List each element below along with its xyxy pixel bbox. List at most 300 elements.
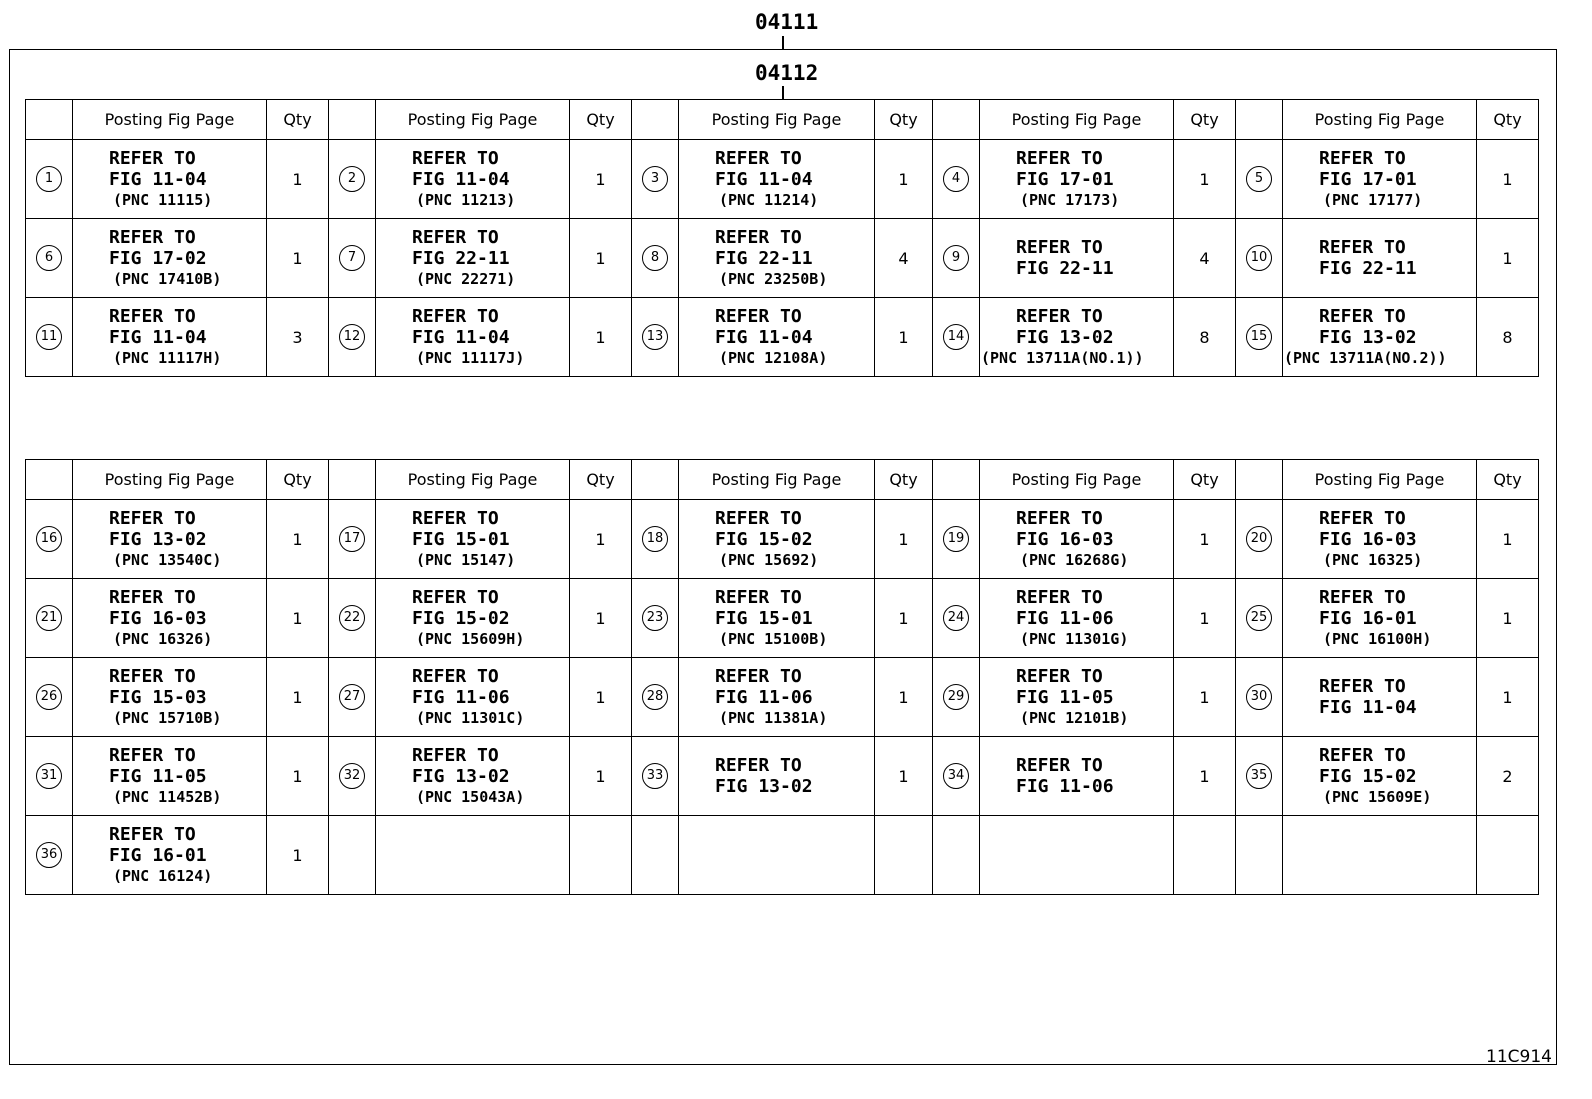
callout-cell (933, 737, 980, 816)
reference-cell (376, 579, 570, 658)
header-page: Posting Fig Page (73, 460, 267, 500)
fig-page-text: FIG 11-06 (715, 686, 813, 708)
fig-page-text: FIG 11-04 (412, 168, 510, 190)
fig-page-text: FIG 11-06 (1016, 776, 1114, 797)
qty-cell (875, 816, 933, 895)
assembly-label-04112: 04112 (755, 61, 819, 85)
callout-number: 6 (36, 245, 62, 271)
pnc-text: (PNC 16268G) (1020, 550, 1129, 569)
qty-cell: 1 (1477, 579, 1539, 658)
callout-cell (26, 500, 73, 579)
reference-cell (679, 140, 875, 219)
qty-cell: 1 (1477, 219, 1539, 298)
callout-cell (1236, 737, 1283, 816)
pnc-text: (PNC 16326) (113, 629, 213, 648)
figure-id: 11C914 (1486, 1047, 1552, 1067)
reference-cell (679, 219, 875, 298)
pnc-text: (PNC 13711A(NO.2)) (1284, 348, 1447, 367)
fig-page-text: FIG 11-06 (412, 686, 510, 708)
callout-number: 17 (339, 526, 365, 552)
pnc-text: (PNC 11117J) (416, 348, 525, 367)
callout-number: 25 (1246, 605, 1272, 631)
reference-cell (1283, 816, 1477, 895)
qty-cell: 1 (570, 737, 632, 816)
header-qty: Qty (267, 460, 329, 500)
callout-number: 5 (1246, 166, 1272, 192)
header-blank-cell (933, 100, 980, 140)
fig-page-text: FIG 15-02 (715, 528, 813, 550)
refer-to-text: REFER TO (412, 147, 499, 169)
refer-to-text: REFER TO (109, 226, 196, 248)
pnc-text: (PNC 11381A) (719, 708, 828, 727)
fig-page-text: FIG 17-02 (109, 247, 207, 269)
refer-to-text: REFER TO (715, 665, 802, 687)
fig-page-text: FIG 22-11 (412, 247, 510, 269)
reference-cell (73, 579, 267, 658)
reference-cell (376, 219, 570, 298)
refer-to-text: REFER TO (1319, 676, 1406, 697)
callout-cell (933, 816, 980, 895)
pnc-text: (PNC 11301C) (416, 708, 525, 727)
pnc-text: (PNC 13540C) (113, 550, 222, 569)
qty-cell: 1 (1174, 737, 1236, 816)
fig-page-text: FIG 22-11 (715, 247, 813, 269)
reference-cell (679, 298, 875, 377)
callout-number: 31 (36, 763, 62, 789)
qty-cell: 1 (267, 140, 329, 219)
refer-to-text: REFER TO (412, 586, 499, 608)
refer-to-text: REFER TO (412, 226, 499, 248)
pnc-text: (PNC 13711A(NO.1)) (981, 348, 1144, 367)
callout-cell (26, 219, 73, 298)
refer-to-text: REFER TO (1016, 147, 1103, 169)
refer-to-text: REFER TO (715, 147, 802, 169)
refer-to-text: REFER TO (412, 744, 499, 766)
fig-page-text: FIG 13-02 (412, 765, 510, 787)
pnc-text: (PNC 16100H) (1323, 629, 1432, 648)
reference-cell (980, 298, 1174, 377)
qty-cell: 1 (570, 658, 632, 737)
pnc-text: (PNC 11117H) (113, 348, 222, 367)
callout-cell (26, 298, 73, 377)
callout-number: 34 (943, 763, 969, 789)
table-row (26, 816, 1539, 895)
pnc-text: (PNC 11301G) (1020, 629, 1129, 648)
qty-cell: 1 (1477, 500, 1539, 579)
fig-page-text: FIG 16-03 (109, 607, 207, 629)
reference-table-1 (25, 99, 1539, 377)
qty-cell: 1 (875, 298, 933, 377)
qty-cell: 3 (267, 298, 329, 377)
reference-cell (980, 140, 1174, 219)
pnc-text: (PNC 15609E) (1323, 787, 1432, 806)
refer-to-text: REFER TO (1319, 305, 1406, 327)
reference-cell (1283, 737, 1477, 816)
callout-cell (26, 658, 73, 737)
fig-page-text: FIG 11-04 (1319, 697, 1417, 718)
header-qty: Qty (1477, 460, 1539, 500)
qty-cell: 1 (267, 816, 329, 895)
pnc-text: (PNC 11213) (416, 190, 516, 209)
header-blank-cell (329, 100, 376, 140)
callout-number: 36 (36, 842, 62, 868)
header-page: Posting Fig Page (1283, 460, 1477, 500)
fig-page-text: FIG 11-04 (109, 168, 207, 190)
callout-number: 20 (1246, 526, 1272, 552)
reference-cell (980, 500, 1174, 579)
fig-page-text: FIG 11-04 (715, 168, 813, 190)
qty-cell: 1 (267, 219, 329, 298)
callout-cell (329, 140, 376, 219)
pnc-text: (PNC 17173) (1020, 190, 1120, 209)
pnc-text: (PNC 12101B) (1020, 708, 1129, 727)
leader-line-04112 (782, 86, 784, 99)
callout-cell (329, 579, 376, 658)
header-page: Posting Fig Page (376, 100, 570, 140)
pnc-text: (PNC 17410B) (113, 269, 222, 288)
callout-number: 7 (339, 245, 365, 271)
callout-cell (1236, 816, 1283, 895)
callout-number: 26 (36, 684, 62, 710)
pnc-text: (PNC 22271) (416, 269, 516, 288)
callout-number: 19 (943, 526, 969, 552)
header-qty: Qty (570, 100, 632, 140)
callout-cell (933, 298, 980, 377)
qty-cell: 4 (1174, 219, 1236, 298)
callout-cell (933, 500, 980, 579)
fig-page-text: FIG 13-02 (1319, 326, 1417, 348)
fig-page-text: FIG 16-03 (1319, 528, 1417, 550)
callout-number: 9 (943, 245, 969, 271)
qty-cell: 1 (267, 737, 329, 816)
reference-cell (980, 737, 1174, 816)
reference-cell (980, 579, 1174, 658)
refer-to-text: REFER TO (1016, 755, 1103, 776)
qty-cell: 1 (1174, 500, 1236, 579)
qty-cell: 1 (570, 140, 632, 219)
callout-number: 18 (642, 526, 668, 552)
header-qty: Qty (875, 460, 933, 500)
table-row (26, 140, 1539, 219)
reference-cell (376, 298, 570, 377)
refer-to-text: REFER TO (715, 755, 802, 776)
fig-page-text: FIG 15-02 (1319, 765, 1417, 787)
refer-to-text: REFER TO (1016, 237, 1103, 258)
qty-cell: 1 (875, 140, 933, 219)
callout-number: 30 (1246, 684, 1272, 710)
reference-cell (1283, 579, 1477, 658)
pnc-text: (PNC 11452B) (113, 787, 222, 806)
reference-cell (73, 658, 267, 737)
reference-cell (679, 579, 875, 658)
fig-page-text: FIG 17-01 (1016, 168, 1114, 190)
callout-cell (1236, 298, 1283, 377)
table-row (26, 658, 1539, 737)
callout-number: 11 (36, 324, 62, 350)
pnc-text: (PNC 15692) (719, 550, 819, 569)
header-blank-cell (26, 460, 73, 500)
qty-cell: 1 (267, 579, 329, 658)
callout-cell (1236, 658, 1283, 737)
refer-to-text: REFER TO (715, 305, 802, 327)
reference-cell (376, 816, 570, 895)
fig-page-text: FIG 15-03 (109, 686, 207, 708)
callout-cell (329, 500, 376, 579)
pnc-text: (PNC 12108A) (719, 348, 828, 367)
callout-cell (1236, 219, 1283, 298)
reference-cell (679, 816, 875, 895)
header-page: Posting Fig Page (679, 100, 875, 140)
qty-cell: 8 (1174, 298, 1236, 377)
reference-cell (1283, 219, 1477, 298)
callout-cell (26, 737, 73, 816)
refer-to-text: REFER TO (1319, 147, 1406, 169)
reference-cell (376, 737, 570, 816)
pnc-text: (PNC 15147) (416, 550, 516, 569)
pnc-text: (PNC 16325) (1323, 550, 1423, 569)
fig-page-text: FIG 13-02 (109, 528, 207, 550)
qty-cell: 1 (1477, 658, 1539, 737)
callout-number: 13 (642, 324, 668, 350)
fig-page-text: FIG 11-06 (1016, 607, 1114, 629)
table-header-row (26, 100, 1539, 140)
header-page: Posting Fig Page (73, 100, 267, 140)
callout-number: 29 (943, 684, 969, 710)
refer-to-text: REFER TO (109, 147, 196, 169)
callout-number: 21 (36, 605, 62, 631)
reference-cell (1283, 500, 1477, 579)
qty-cell: 1 (267, 500, 329, 579)
qty-cell: 2 (1477, 737, 1539, 816)
callout-cell (1236, 140, 1283, 219)
header-blank-cell (1236, 460, 1283, 500)
qty-cell: 1 (1174, 579, 1236, 658)
callout-cell (1236, 500, 1283, 579)
qty-cell: 1 (570, 500, 632, 579)
table-row (26, 579, 1539, 658)
callout-cell (632, 579, 679, 658)
header-blank-cell (933, 460, 980, 500)
refer-to-text: REFER TO (109, 665, 196, 687)
callout-cell (632, 737, 679, 816)
reference-cell (73, 500, 267, 579)
qty-cell: 1 (570, 579, 632, 658)
qty-cell: 1 (1477, 140, 1539, 219)
reference-cell (73, 737, 267, 816)
reference-cell (980, 658, 1174, 737)
qty-cell: 1 (570, 219, 632, 298)
refer-to-text: REFER TO (1319, 744, 1406, 766)
callout-number: 12 (339, 324, 365, 350)
refer-to-text: REFER TO (109, 823, 196, 845)
callout-cell (329, 816, 376, 895)
callout-number: 32 (339, 763, 365, 789)
callout-cell (329, 219, 376, 298)
pnc-text: (PNC 11214) (719, 190, 819, 209)
reference-cell (679, 737, 875, 816)
callout-number: 24 (943, 605, 969, 631)
callout-number: 4 (943, 166, 969, 192)
refer-to-text: REFER TO (715, 586, 802, 608)
refer-to-text: REFER TO (1319, 507, 1406, 529)
table-row (26, 500, 1539, 579)
table-row (26, 737, 1539, 816)
callout-cell (933, 140, 980, 219)
pnc-text: (PNC 15100B) (719, 629, 828, 648)
callout-number: 3 (642, 166, 668, 192)
fig-page-text: FIG 22-11 (1016, 258, 1114, 279)
qty-cell: 1 (875, 658, 933, 737)
header-blank-cell (1236, 100, 1283, 140)
assembly-label-04111: 04111 (755, 10, 819, 34)
callout-cell (632, 298, 679, 377)
reference-cell (1283, 658, 1477, 737)
refer-to-text: REFER TO (715, 226, 802, 248)
leader-line-04111 (782, 36, 784, 49)
header-qty: Qty (1174, 460, 1236, 500)
qty-cell: 1 (1174, 658, 1236, 737)
callout-cell (1236, 579, 1283, 658)
refer-to-text: REFER TO (412, 305, 499, 327)
pnc-text: (PNC 17177) (1323, 190, 1423, 209)
callout-cell (632, 500, 679, 579)
header-qty: Qty (267, 100, 329, 140)
qty-cell: 1 (875, 500, 933, 579)
fig-page-text: FIG 11-05 (109, 765, 207, 787)
refer-to-text: REFER TO (1016, 507, 1103, 529)
callout-number: 22 (339, 605, 365, 631)
refer-to-text: REFER TO (1319, 237, 1406, 258)
fig-page-text: FIG 11-04 (412, 326, 510, 348)
callout-cell (933, 219, 980, 298)
reference-cell (679, 500, 875, 579)
header-blank-cell (329, 460, 376, 500)
pnc-text: (PNC 16124) (113, 866, 213, 885)
callout-cell (329, 737, 376, 816)
qty-cell: 1 (875, 737, 933, 816)
callout-cell (632, 140, 679, 219)
reference-cell (376, 500, 570, 579)
header-qty: Qty (1477, 100, 1539, 140)
callout-number: 23 (642, 605, 668, 631)
reference-cell (376, 658, 570, 737)
callout-number: 2 (339, 166, 365, 192)
callout-cell (632, 816, 679, 895)
qty-cell: 1 (1174, 140, 1236, 219)
reference-cell (73, 298, 267, 377)
refer-to-text: REFER TO (109, 507, 196, 529)
fig-page-text: FIG 16-01 (109, 844, 207, 866)
header-page: Posting Fig Page (679, 460, 875, 500)
qty-cell: 1 (570, 298, 632, 377)
callout-number: 16 (36, 526, 62, 552)
header-page: Posting Fig Page (980, 100, 1174, 140)
pnc-text: (PNC 23250B) (719, 269, 828, 288)
fig-page-text: FIG 11-04 (109, 326, 207, 348)
qty-cell: 8 (1477, 298, 1539, 377)
callout-cell (933, 658, 980, 737)
fig-page-text: FIG 15-01 (715, 607, 813, 629)
reference-cell (980, 816, 1174, 895)
callout-number: 14 (943, 324, 969, 350)
qty-cell: 4 (875, 219, 933, 298)
qty-cell (1477, 816, 1539, 895)
header-qty: Qty (1174, 100, 1236, 140)
qty-cell: 1 (875, 579, 933, 658)
fig-page-text: FIG 11-05 (1016, 686, 1114, 708)
callout-cell (26, 140, 73, 219)
callout-number: 10 (1246, 245, 1272, 271)
refer-to-text: REFER TO (1016, 305, 1103, 327)
fig-page-text: FIG 16-01 (1319, 607, 1417, 629)
table-row (26, 298, 1539, 377)
callout-cell (632, 219, 679, 298)
callout-number: 15 (1246, 324, 1272, 350)
callout-number: 33 (642, 763, 668, 789)
callout-cell (632, 658, 679, 737)
pnc-text: (PNC 15043A) (416, 787, 525, 806)
header-page: Posting Fig Page (980, 460, 1174, 500)
qty-cell (1174, 816, 1236, 895)
table-header-row (26, 460, 1539, 500)
fig-page-text: FIG 15-02 (412, 607, 510, 629)
fig-page-text: FIG 22-11 (1319, 258, 1417, 279)
reference-cell (73, 140, 267, 219)
fig-page-text: FIG 15-01 (412, 528, 510, 550)
refer-to-text: REFER TO (1016, 665, 1103, 687)
reference-cell (376, 140, 570, 219)
callout-number: 1 (36, 166, 62, 192)
fig-page-text: FIG 17-01 (1319, 168, 1417, 190)
reference-cell (73, 816, 267, 895)
callout-cell (26, 579, 73, 658)
refer-to-text: REFER TO (109, 305, 196, 327)
refer-to-text: REFER TO (412, 665, 499, 687)
refer-to-text: REFER TO (109, 586, 196, 608)
header-blank-cell (632, 460, 679, 500)
refer-to-text: REFER TO (1319, 586, 1406, 608)
reference-cell (980, 219, 1174, 298)
header-qty: Qty (570, 460, 632, 500)
reference-cell (679, 658, 875, 737)
header-page: Posting Fig Page (376, 460, 570, 500)
qty-cell: 1 (267, 658, 329, 737)
refer-to-text: REFER TO (1016, 586, 1103, 608)
pnc-text: (PNC 11115) (113, 190, 213, 209)
pnc-text: (PNC 15609H) (416, 629, 525, 648)
table-row (26, 219, 1539, 298)
callout-cell (329, 298, 376, 377)
callout-number: 28 (642, 684, 668, 710)
pnc-text: (PNC 15710B) (113, 708, 222, 727)
fig-page-text: FIG 11-04 (715, 326, 813, 348)
callout-cell (933, 579, 980, 658)
refer-to-text: REFER TO (412, 507, 499, 529)
refer-to-text: REFER TO (109, 744, 196, 766)
header-blank-cell (632, 100, 679, 140)
header-blank-cell (26, 100, 73, 140)
reference-cell (1283, 140, 1477, 219)
callout-number: 35 (1246, 763, 1272, 789)
fig-page-text: FIG 13-02 (715, 776, 813, 797)
reference-cell (73, 219, 267, 298)
reference-table-2 (25, 459, 1539, 895)
fig-page-text: FIG 13-02 (1016, 326, 1114, 348)
callout-number: 8 (642, 245, 668, 271)
header-qty: Qty (875, 100, 933, 140)
callout-number: 27 (339, 684, 365, 710)
callout-cell (329, 658, 376, 737)
